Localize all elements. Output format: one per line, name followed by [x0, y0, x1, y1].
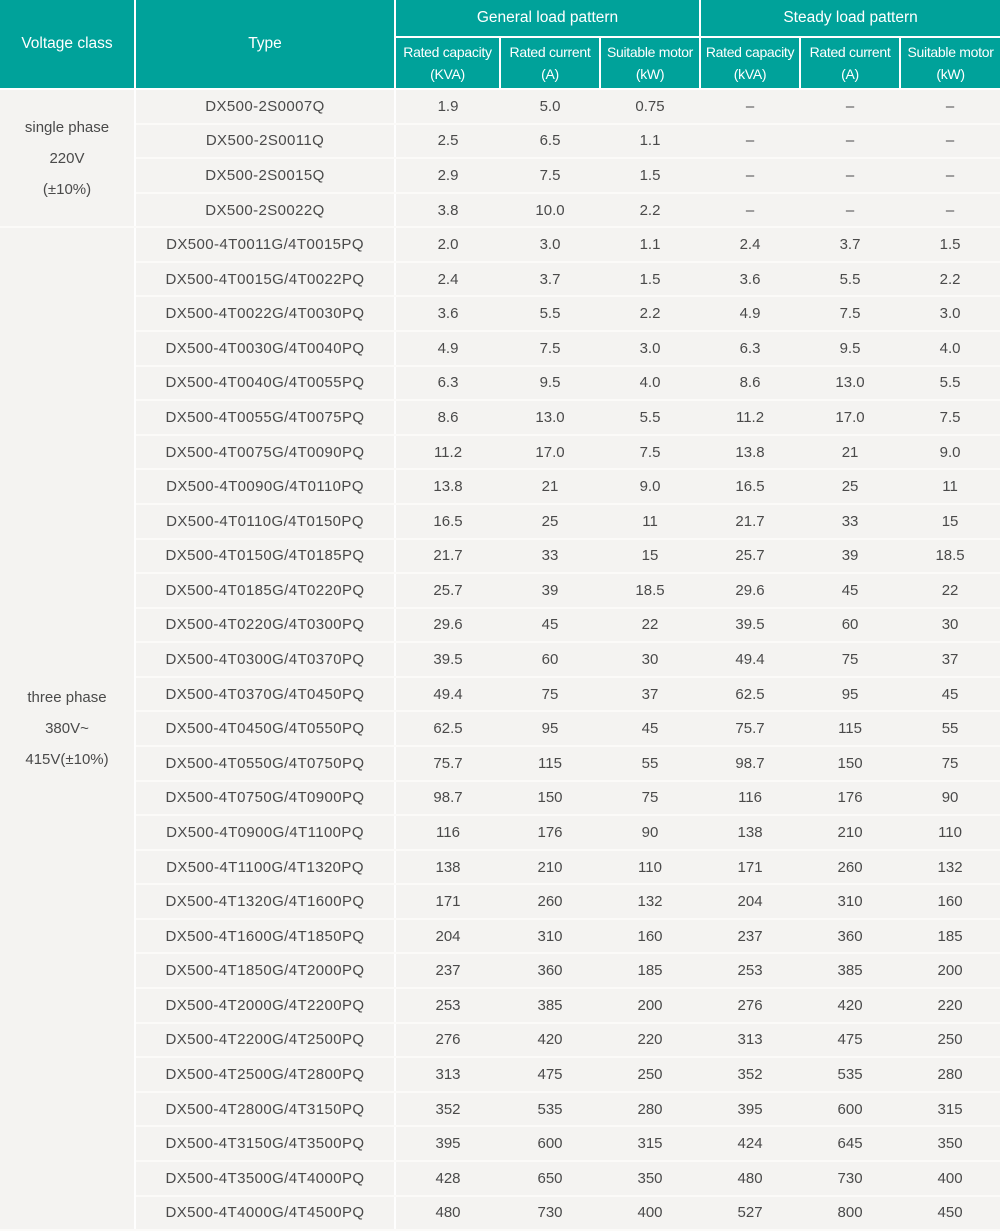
table-row — [0, 1057, 1000, 1092]
value-cell: 110 — [600, 850, 700, 885]
value-cell: 2.2 — [600, 296, 700, 331]
type-cell: DX500-4T0015G/4T0022PQ — [135, 262, 395, 297]
value-cell: 360 — [800, 919, 900, 954]
value-cell: 110 — [900, 815, 1000, 850]
value-cell: 33 — [800, 504, 900, 539]
type-cell: DX500-4T1600G/4T1850PQ — [135, 919, 395, 954]
header-line: Rated current — [809, 44, 891, 60]
value-cell: 25 — [800, 469, 900, 504]
value-cell: – — [800, 158, 900, 193]
value-cell: 10.0 — [500, 193, 600, 228]
value-cell: 7.5 — [500, 331, 600, 366]
value-cell: 4.0 — [600, 366, 700, 401]
value-cell: 424 — [700, 1126, 800, 1161]
type-cell: DX500-4T0900G/4T1100PQ — [135, 815, 395, 850]
value-cell: 8.6 — [395, 400, 500, 435]
value-cell: 400 — [900, 1161, 1000, 1196]
header-line: (A) — [841, 66, 859, 82]
type-cell: DX500-4T0220G/4T0300PQ — [135, 608, 395, 643]
value-cell: 3.0 — [900, 296, 1000, 331]
value-cell: 176 — [500, 815, 600, 850]
general-rated-capacity-header — [395, 37, 500, 89]
value-cell: 30 — [600, 642, 700, 677]
value-cell: 115 — [800, 711, 900, 746]
value-cell: – — [900, 124, 1000, 159]
value-cell: – — [700, 124, 800, 159]
value-cell: 395 — [395, 1126, 500, 1161]
value-cell: 22 — [600, 608, 700, 643]
value-cell: 310 — [500, 919, 600, 954]
type-cell: DX500-4T0185G/4T0220PQ — [135, 573, 395, 608]
value-cell: 60 — [800, 608, 900, 643]
type-cell: DX500-2S0011Q — [135, 124, 395, 159]
table-row — [0, 608, 1000, 643]
value-cell: 3.6 — [700, 262, 800, 297]
value-cell: 204 — [395, 919, 500, 954]
value-cell: 475 — [800, 1023, 900, 1058]
voltage-class-line: (±10%) — [42, 180, 92, 198]
value-cell: 7.5 — [600, 435, 700, 470]
header-line: (kW) — [635, 66, 665, 82]
table-row — [0, 1161, 1000, 1196]
value-cell: 535 — [500, 1092, 600, 1127]
value-cell: 4.9 — [395, 331, 500, 366]
value-cell: 45 — [500, 608, 600, 643]
value-cell: 39 — [800, 539, 900, 574]
table-row — [0, 469, 1000, 504]
value-cell: 315 — [900, 1092, 1000, 1127]
value-cell: 11.2 — [395, 435, 500, 470]
value-cell: 3.7 — [800, 227, 900, 262]
value-cell: 60 — [500, 642, 600, 677]
value-cell: 210 — [500, 850, 600, 885]
value-cell: 49.4 — [700, 642, 800, 677]
value-cell: 185 — [600, 953, 700, 988]
value-cell: 428 — [395, 1161, 500, 1196]
value-cell: 45 — [600, 711, 700, 746]
value-cell: 25.7 — [700, 539, 800, 574]
value-cell: 800 — [800, 1196, 900, 1231]
value-cell: 6.3 — [395, 366, 500, 401]
general-load-group-header: General load pattern — [395, 0, 700, 37]
voltage-class-line: single phase — [24, 118, 110, 136]
type-cell: DX500-4T0022G/4T0030PQ — [135, 296, 395, 331]
value-cell: 1.5 — [900, 227, 1000, 262]
value-cell: 160 — [600, 919, 700, 954]
value-cell: 1.5 — [600, 262, 700, 297]
header-line: Rated capacity — [705, 44, 795, 60]
value-cell: 33 — [500, 539, 600, 574]
table-row — [0, 296, 1000, 331]
value-cell: 385 — [500, 988, 600, 1023]
value-cell: 16.5 — [395, 504, 500, 539]
value-cell: 75 — [600, 781, 700, 816]
value-cell: 480 — [395, 1196, 500, 1231]
value-cell: 7.5 — [900, 400, 1000, 435]
value-cell: 9.0 — [600, 469, 700, 504]
table-row — [0, 573, 1000, 608]
value-cell: 600 — [800, 1092, 900, 1127]
table-row — [0, 89, 1000, 124]
value-cell: 75.7 — [700, 711, 800, 746]
table-row — [0, 1126, 1000, 1161]
value-cell: 98.7 — [395, 781, 500, 816]
value-cell: 11 — [900, 469, 1000, 504]
general-rated-current-header — [500, 37, 600, 89]
value-cell: 13.8 — [700, 435, 800, 470]
value-cell: 29.6 — [700, 573, 800, 608]
value-cell: 350 — [900, 1126, 1000, 1161]
value-cell: 39.5 — [395, 642, 500, 677]
value-cell: 17.0 — [500, 435, 600, 470]
value-cell: 276 — [395, 1023, 500, 1058]
voltage-class-cell — [0, 227, 135, 1230]
type-cell: DX500-2S0015Q — [135, 158, 395, 193]
table-row — [0, 850, 1000, 885]
voltage-class-line: 220V — [49, 149, 85, 167]
type-cell: DX500-2S0022Q — [135, 193, 395, 228]
value-cell: 5.5 — [800, 262, 900, 297]
value-cell: 600 — [500, 1126, 600, 1161]
value-cell: 150 — [500, 781, 600, 816]
value-cell: 237 — [700, 919, 800, 954]
value-cell: 11 — [600, 504, 700, 539]
value-cell: 385 — [800, 953, 900, 988]
type-cell: DX500-4T0300G/4T0370PQ — [135, 642, 395, 677]
table-row — [0, 988, 1000, 1023]
value-cell: 200 — [600, 988, 700, 1023]
value-cell: 18.5 — [900, 539, 1000, 574]
value-cell: 645 — [800, 1126, 900, 1161]
value-cell: 400 — [600, 1196, 700, 1231]
steady-rated-current-header — [800, 37, 900, 89]
value-cell: 150 — [800, 746, 900, 781]
table-row — [0, 953, 1000, 988]
value-cell: 39 — [500, 573, 600, 608]
value-cell: 185 — [900, 919, 1000, 954]
type-cell: DX500-4T0040G/4T0055PQ — [135, 366, 395, 401]
value-cell: 1.5 — [600, 158, 700, 193]
value-cell: 480 — [700, 1161, 800, 1196]
value-cell: 75 — [900, 746, 1000, 781]
value-cell: 62.5 — [700, 677, 800, 712]
value-cell: 15 — [900, 504, 1000, 539]
value-cell: 62.5 — [395, 711, 500, 746]
value-cell: 45 — [900, 677, 1000, 712]
voltage-class-line: 415V(±10%) — [25, 751, 109, 769]
value-cell: 2.4 — [395, 262, 500, 297]
value-cell: 730 — [500, 1196, 600, 1231]
voltage-class-line: 380V~ — [45, 720, 89, 738]
type-cell: DX500-4T0370G/4T0450PQ — [135, 677, 395, 712]
value-cell: 237 — [395, 953, 500, 988]
value-cell: 22 — [900, 573, 1000, 608]
table-row — [0, 642, 1000, 677]
value-cell: 75.7 — [395, 746, 500, 781]
value-cell: 260 — [500, 884, 600, 919]
type-cell: DX500-4T1850G/4T2000PQ — [135, 953, 395, 988]
header-line: Rated capacity — [403, 44, 492, 60]
value-cell: 39.5 — [700, 608, 800, 643]
value-cell: – — [900, 193, 1000, 228]
value-cell: 171 — [395, 884, 500, 919]
value-cell: 420 — [500, 1023, 600, 1058]
steady-rated-capacity-header — [700, 37, 800, 89]
table-row — [0, 124, 1000, 159]
value-cell: 5.5 — [500, 296, 600, 331]
value-cell: 13.0 — [500, 400, 600, 435]
value-cell: 475 — [500, 1057, 600, 1092]
table-row — [0, 227, 1000, 262]
value-cell: 45 — [800, 573, 900, 608]
type-cell: DX500-4T0750G/4T0900PQ — [135, 781, 395, 816]
value-cell: 450 — [900, 1196, 1000, 1231]
value-cell: – — [700, 193, 800, 228]
header-line: (KVA) — [430, 66, 465, 82]
value-cell: 2.9 — [395, 158, 500, 193]
table-row — [0, 677, 1000, 712]
value-cell: 5.5 — [600, 400, 700, 435]
value-cell: 55 — [600, 746, 700, 781]
value-cell: 8.6 — [700, 366, 800, 401]
table-row — [0, 1023, 1000, 1058]
value-cell: 11.2 — [700, 400, 800, 435]
value-cell: – — [800, 124, 900, 159]
value-cell: 9.5 — [500, 366, 600, 401]
type-cell: DX500-4T0550G/4T0750PQ — [135, 746, 395, 781]
value-cell: 280 — [600, 1092, 700, 1127]
value-cell: 527 — [700, 1196, 800, 1231]
value-cell: 220 — [900, 988, 1000, 1023]
value-cell: 7.5 — [500, 158, 600, 193]
value-cell: 6.5 — [500, 124, 600, 159]
value-cell: 95 — [500, 711, 600, 746]
value-cell: 220 — [600, 1023, 700, 1058]
voltage-class-header: Voltage class — [0, 0, 135, 89]
value-cell: – — [700, 89, 800, 124]
value-cell: 260 — [800, 850, 900, 885]
value-cell: 1.1 — [600, 227, 700, 262]
value-cell: 420 — [800, 988, 900, 1023]
table-row — [0, 711, 1000, 746]
table-row — [0, 1092, 1000, 1127]
value-cell: 21 — [500, 469, 600, 504]
value-cell: 13.0 — [800, 366, 900, 401]
value-cell: 4.9 — [700, 296, 800, 331]
table-row — [0, 884, 1000, 919]
value-cell: 171 — [700, 850, 800, 885]
voltage-class-cell — [0, 89, 135, 227]
value-cell: 7.5 — [800, 296, 900, 331]
value-cell: 116 — [700, 781, 800, 816]
value-cell: 650 — [500, 1161, 600, 1196]
value-cell: 1.9 — [395, 89, 500, 124]
value-cell: 2.0 — [395, 227, 500, 262]
value-cell: 49.4 — [395, 677, 500, 712]
value-cell: 2.5 — [395, 124, 500, 159]
value-cell: 21.7 — [700, 504, 800, 539]
value-cell: 17.0 — [800, 400, 900, 435]
value-cell: 3.8 — [395, 193, 500, 228]
type-header: Type — [135, 0, 395, 89]
value-cell: 253 — [700, 953, 800, 988]
value-cell: 132 — [900, 850, 1000, 885]
value-cell: 4.0 — [900, 331, 1000, 366]
value-cell: 0.75 — [600, 89, 700, 124]
general-suitable-motor-header — [600, 37, 700, 89]
type-cell: DX500-4T0075G/4T0090PQ — [135, 435, 395, 470]
value-cell: 395 — [700, 1092, 800, 1127]
value-cell: 1.1 — [600, 124, 700, 159]
type-cell: DX500-4T2500G/4T2800PQ — [135, 1057, 395, 1092]
value-cell: 13.8 — [395, 469, 500, 504]
value-cell: 2.2 — [600, 193, 700, 228]
table-row — [0, 158, 1000, 193]
value-cell: 200 — [900, 953, 1000, 988]
header-line: (kVA) — [733, 66, 767, 82]
value-cell: 3.0 — [600, 331, 700, 366]
value-cell: 315 — [600, 1126, 700, 1161]
type-cell: DX500-4T0150G/4T0185PQ — [135, 539, 395, 574]
table-row — [0, 1196, 1000, 1231]
value-cell: 75 — [500, 677, 600, 712]
table-row — [0, 366, 1000, 401]
value-cell: 138 — [700, 815, 800, 850]
value-cell: 15 — [600, 539, 700, 574]
table-row — [0, 781, 1000, 816]
table-row — [0, 539, 1000, 574]
value-cell: – — [800, 193, 900, 228]
value-cell: 3.6 — [395, 296, 500, 331]
value-cell: 115 — [500, 746, 600, 781]
value-cell: 29.6 — [395, 608, 500, 643]
table-row — [0, 400, 1000, 435]
value-cell: 16.5 — [700, 469, 800, 504]
value-cell: 37 — [900, 642, 1000, 677]
type-cell: DX500-4T2200G/4T2500PQ — [135, 1023, 395, 1058]
value-cell: 5.0 — [500, 89, 600, 124]
table-row — [0, 746, 1000, 781]
table-row — [0, 435, 1000, 470]
value-cell: 2.2 — [900, 262, 1000, 297]
value-cell: 310 — [800, 884, 900, 919]
steady-load-group-header: Steady load pattern — [700, 0, 1000, 37]
type-cell: DX500-4T2000G/4T2200PQ — [135, 988, 395, 1023]
value-cell: 250 — [600, 1057, 700, 1092]
value-cell: 276 — [700, 988, 800, 1023]
value-cell: 3.7 — [500, 262, 600, 297]
value-cell: 138 — [395, 850, 500, 885]
value-cell: 204 — [700, 884, 800, 919]
value-cell: 280 — [900, 1057, 1000, 1092]
type-cell: DX500-4T1320G/4T1600PQ — [135, 884, 395, 919]
value-cell: 253 — [395, 988, 500, 1023]
value-cell: 9.5 — [800, 331, 900, 366]
value-cell: – — [900, 158, 1000, 193]
value-cell: – — [900, 89, 1000, 124]
value-cell: 352 — [700, 1057, 800, 1092]
value-cell: 535 — [800, 1057, 900, 1092]
header-line: Suitable motor — [907, 44, 994, 60]
type-cell: DX500-4T3500G/4T4000PQ — [135, 1161, 395, 1196]
value-cell: 95 — [800, 677, 900, 712]
type-cell: DX500-4T0030G/4T0040PQ — [135, 331, 395, 366]
table-header — [0, 0, 1000, 89]
header-line: Rated current — [509, 44, 591, 60]
value-cell: 2.4 — [700, 227, 800, 262]
voltage-class-line: three phase — [27, 689, 107, 707]
value-cell: 176 — [800, 781, 900, 816]
value-cell: 132 — [600, 884, 700, 919]
value-cell: 360 — [500, 953, 600, 988]
type-cell: DX500-4T0055G/4T0075PQ — [135, 400, 395, 435]
value-cell: 116 — [395, 815, 500, 850]
type-cell: DX500-4T2800G/4T3150PQ — [135, 1092, 395, 1127]
type-cell: DX500-4T0110G/4T0150PQ — [135, 504, 395, 539]
value-cell: 21 — [800, 435, 900, 470]
type-cell: DX500-4T0090G/4T0110PQ — [135, 469, 395, 504]
value-cell: 5.5 — [900, 366, 1000, 401]
value-cell: 18.5 — [600, 573, 700, 608]
value-cell: 55 — [900, 711, 1000, 746]
value-cell: 160 — [900, 884, 1000, 919]
table-row — [0, 504, 1000, 539]
value-cell: 6.3 — [700, 331, 800, 366]
value-cell: 21.7 — [395, 539, 500, 574]
value-cell: 25 — [500, 504, 600, 539]
value-cell: 9.0 — [900, 435, 1000, 470]
value-cell: 37 — [600, 677, 700, 712]
value-cell: 250 — [900, 1023, 1000, 1058]
steady-suitable-motor-header — [900, 37, 1000, 89]
table-body — [0, 89, 1000, 1230]
type-cell: DX500-4T0450G/4T0550PQ — [135, 711, 395, 746]
table-row — [0, 919, 1000, 954]
table-row — [0, 815, 1000, 850]
value-cell: – — [800, 89, 900, 124]
value-cell: 313 — [700, 1023, 800, 1058]
header-line: (A) — [541, 66, 559, 82]
value-cell: – — [700, 158, 800, 193]
value-cell: 75 — [800, 642, 900, 677]
value-cell: 730 — [800, 1161, 900, 1196]
value-cell: 3.0 — [500, 227, 600, 262]
value-cell: 25.7 — [395, 573, 500, 608]
header-line: Suitable motor — [606, 44, 694, 60]
type-cell: DX500-4T0011G/4T0015PQ — [135, 227, 395, 262]
value-cell: 350 — [600, 1161, 700, 1196]
value-cell: 90 — [900, 781, 1000, 816]
type-cell: DX500-4T3150G/4T3500PQ — [135, 1126, 395, 1161]
type-cell: DX500-4T1100G/4T1320PQ — [135, 850, 395, 885]
type-cell: DX500-4T4000G/4T4500PQ — [135, 1196, 395, 1231]
value-cell: 210 — [800, 815, 900, 850]
table-row — [0, 262, 1000, 297]
value-cell: 90 — [600, 815, 700, 850]
value-cell: 98.7 — [700, 746, 800, 781]
value-cell: 313 — [395, 1057, 500, 1092]
type-cell: DX500-2S0007Q — [135, 89, 395, 124]
table-row — [0, 193, 1000, 228]
value-cell: 352 — [395, 1092, 500, 1127]
header-line: (kW) — [936, 66, 965, 82]
table-row — [0, 331, 1000, 366]
value-cell: 30 — [900, 608, 1000, 643]
